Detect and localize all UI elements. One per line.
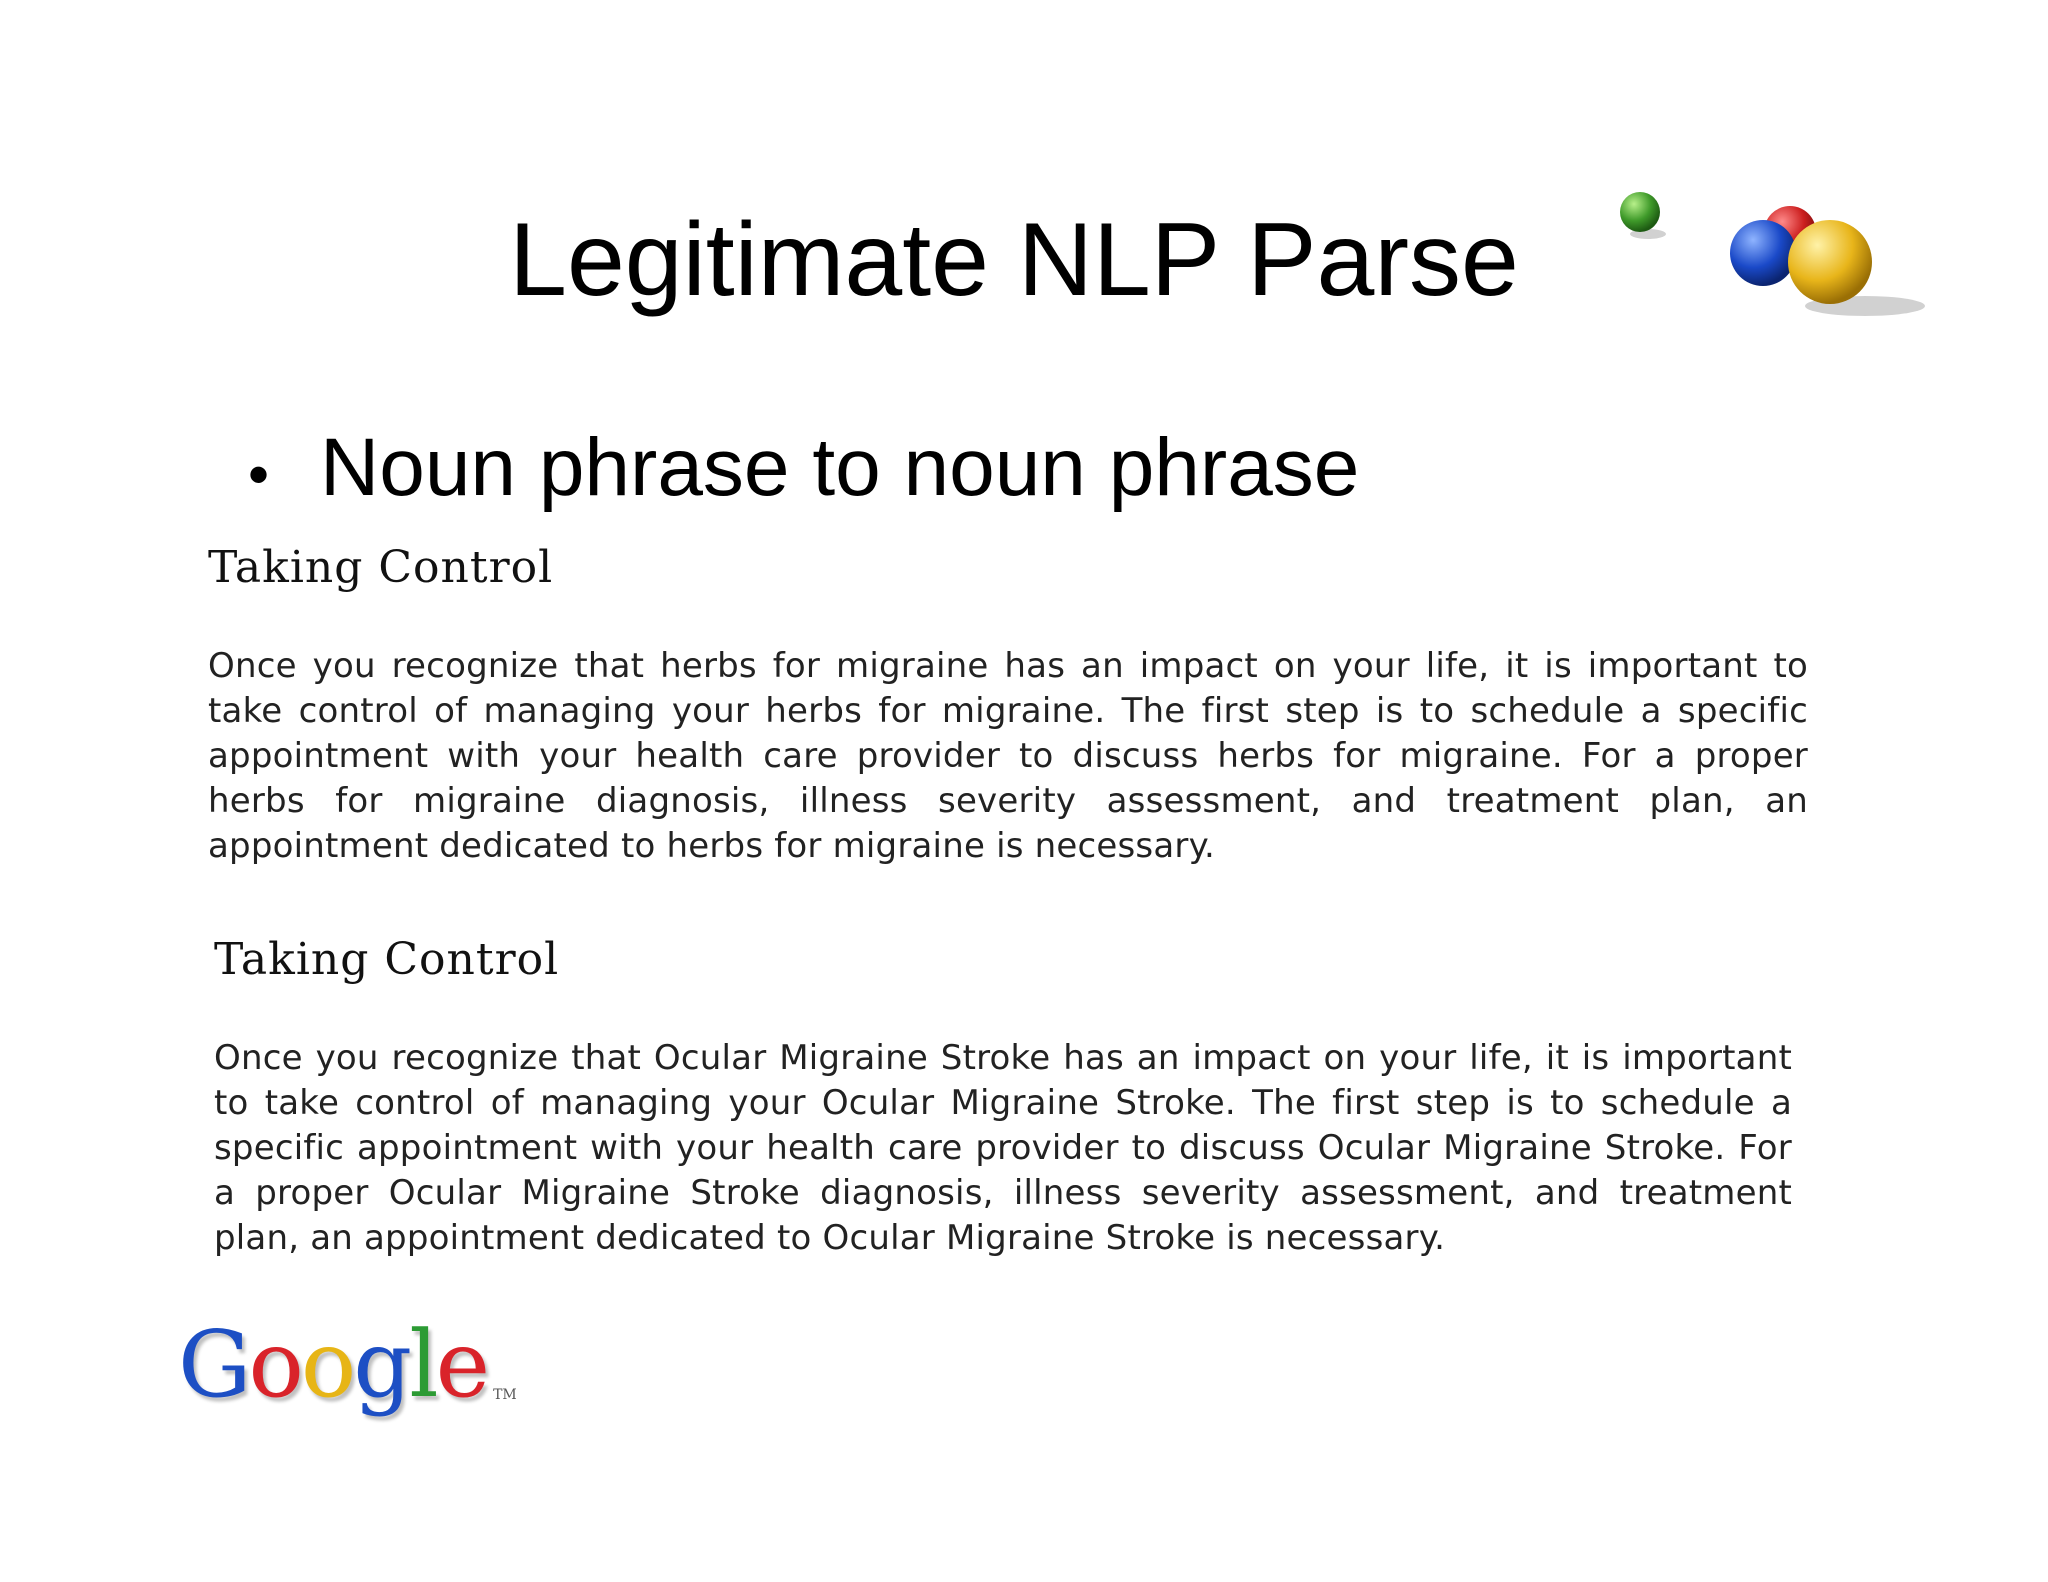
blue-ball	[1730, 220, 1796, 286]
yellow-ball	[1788, 220, 1872, 304]
google-logo	[178, 1310, 517, 1420]
excerpt-heading: Taking Control	[208, 542, 554, 593]
logo-letter: e	[435, 1311, 488, 1418]
excerpt-heading: Taking Control	[214, 934, 560, 985]
excerpt-original	[208, 538, 1808, 869]
excerpt-substituted	[214, 930, 1792, 1261]
google-balls-icon	[1600, 180, 1930, 330]
excerpt-body: Once you recognize that Ocular Migraine Stroke has an impact on your life, it is important to take control of managing your Ocular Migraine Stroke. The first step is to schedule a specific appointment with your health care provider to discuss Ocular Migraine Stroke. For a proper Ocular Migraine Stroke diagnosis, illness severity assessment, and treatment plan, an appointment dedicated to Ocular Migraine Stroke is necessary.	[214, 1038, 1792, 1258]
slide-title: Legitimate NLP Parse	[509, 202, 1519, 318]
bullet-marker: •	[248, 441, 270, 508]
bullet-item	[248, 418, 1359, 525]
logo-letter: G	[178, 1311, 249, 1418]
excerpt-body: Once you recognize that herbs for migraine has an impact on your life, it is important to take control of managing your herbs for migraine. The first step is to schedule a specific appointment with your health care provider to discuss herbs for migraine. For a proper herbs for migraine diagnosis, illness severity assessment, and treatment plan, an appointment dedicated to herbs for migraine is necessary.	[208, 646, 1808, 866]
logo-letter: o	[248, 1311, 301, 1418]
logo-letter: g	[353, 1311, 410, 1418]
bullet-text: Noun phrase to noun phrase	[320, 422, 1360, 513]
logo-letter: l	[409, 1311, 436, 1418]
green-ball	[1620, 192, 1660, 232]
logo-letter: o	[300, 1311, 354, 1418]
logo-trademark: TM	[493, 1387, 517, 1403]
